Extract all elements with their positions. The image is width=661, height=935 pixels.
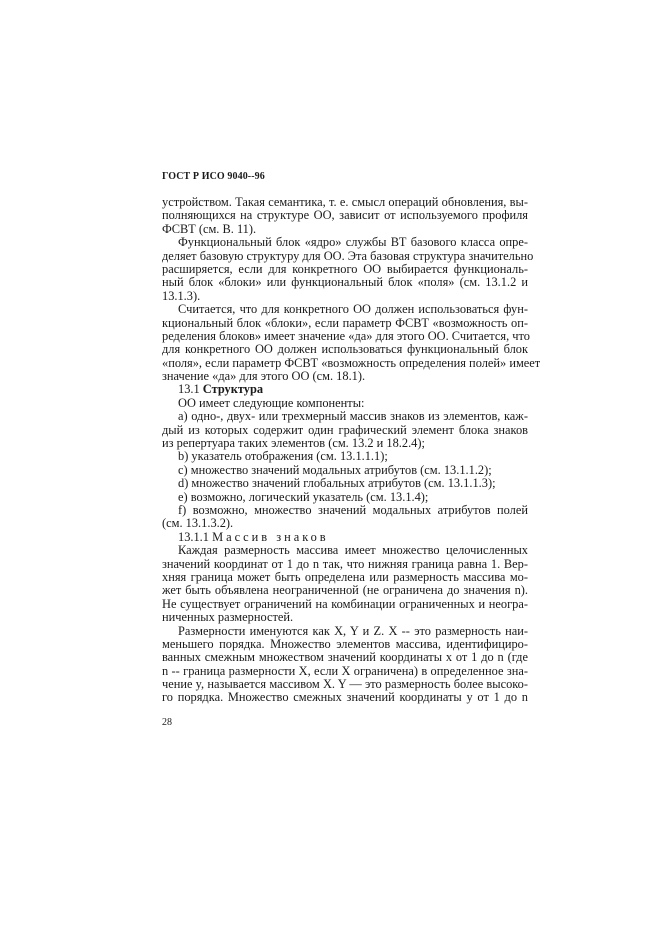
text-line: 13.1.3).: [162, 288, 201, 303]
subsection-number: 13.1.1: [178, 529, 209, 544]
text-line: меньшего порядка. Множество элементов массива, идентифициро-: [162, 636, 528, 651]
document-page: [162, 170, 541, 705]
list-item: е) возможно, логический указатель (см. 13.1.4);: [178, 489, 429, 504]
components-intro: ОО имеет следующие компоненты:: [178, 395, 365, 410]
document-body: [162, 195, 541, 705]
text-line: дый из которых содержит один графический элемент блока знаков: [162, 422, 528, 437]
section-number: 13.1: [178, 382, 200, 397]
section-title: Структура: [202, 382, 264, 397]
page-number: 28: [162, 717, 172, 728]
text-line: полняющихся на структуре ОО, зависит от используемого профиля: [162, 208, 528, 223]
components-list: [162, 410, 528, 531]
text-line: «поля», если параметр ФСВТ «возможность определения полей» имеет: [162, 355, 541, 370]
text-line: хняя граница может быть определена или размерность массива мо-: [162, 569, 528, 584]
text-line: значений координат от 1 до n так, что нижняя граница равна 1. Вер-: [162, 556, 528, 571]
text-line: значение «да» для этого ОО (см. 18.1).: [162, 369, 366, 384]
subsection-heading: [162, 531, 528, 544]
text-line: Размерности именуются как X, Y и Z. X -- это размерность наи-: [178, 623, 528, 638]
list-item: d) множество значений глобальных атрибутов (см. 13.1.1.3);: [178, 476, 496, 491]
text-line: из репертуара таких элементов (см. 13.2 и 18.2.4);: [162, 436, 425, 451]
text-line: го порядка. Множество смежных значений координаты y от 1 до n: [162, 690, 528, 705]
subsection-title: Массив знаков: [212, 529, 329, 544]
paragraph-5: [162, 625, 528, 705]
list-item: а) одно-, двух- или трехмерный массив знаков из элементов, каж-: [178, 409, 528, 424]
list-item: b) указатель отображения (см. 13.1.1.1);: [178, 449, 388, 464]
paragraph-1: [162, 196, 528, 236]
list-item: f) возможно, множество значений модальных атрибутов полей: [178, 502, 528, 517]
text-line: кциональный блок «блоки», если параметр ФСВТ «возможность оп-: [162, 315, 528, 330]
list-item: с) множество значений модальных атрибутов (см. 13.1.1.2);: [178, 462, 492, 477]
text-line: ный блок «блоки» или функциональный блок «поля» (см. 13.1.2 и: [162, 275, 528, 290]
text-line: (см. 13.1.3.2).: [162, 516, 234, 531]
paragraph-4: [162, 544, 528, 624]
text-line: расширяется, если для конкретного ОО выбирается функциональ-: [162, 261, 528, 276]
text-line: ределения блоков» имеет значение «да» для этого ОО. Считается, что: [162, 328, 530, 343]
text-line: n -- граница размерности X, если X ограничена) в определенное зна-: [162, 663, 528, 678]
text-line: деляет базовую структуру для ОО. Эта базовая структура значительно: [162, 248, 534, 263]
text-line: ниченных размерностей.: [162, 610, 294, 625]
text-line: Считается, что для конкретного ОО должен использоваться фун-: [178, 302, 528, 317]
text-line: чение y, называется массивом X. Y — это размерность более высоко-: [162, 677, 528, 692]
paragraph-3: [162, 302, 541, 384]
text-line: ФСВТ (см. В. 11).: [162, 221, 257, 236]
paragraph-2: [162, 235, 534, 303]
text-line: Функциональный блок «ядро» службы ВТ базового класса опре-: [178, 235, 528, 250]
text-line: для конкретного ОО должен использоваться функциональный блок: [162, 342, 528, 357]
section-heading: [162, 383, 528, 396]
text-line: Не существует ограничений на комбинации ограниченных и неогра-: [162, 596, 528, 611]
standard-header: ГОСТ Р ИСО 9040--96: [162, 171, 265, 182]
text-line: ванных смежным множеством значений координаты x от 1 до n (где: [162, 650, 528, 665]
text-line: жет быть объявлена неограниченной (не ограничена до значения n).: [162, 583, 528, 598]
text-line: Каждая размерность массива имеет множество целочисленных: [178, 543, 528, 558]
text-line: устройством. Такая семантика, т. е. смысл операций обновления, вы-: [162, 195, 528, 209]
